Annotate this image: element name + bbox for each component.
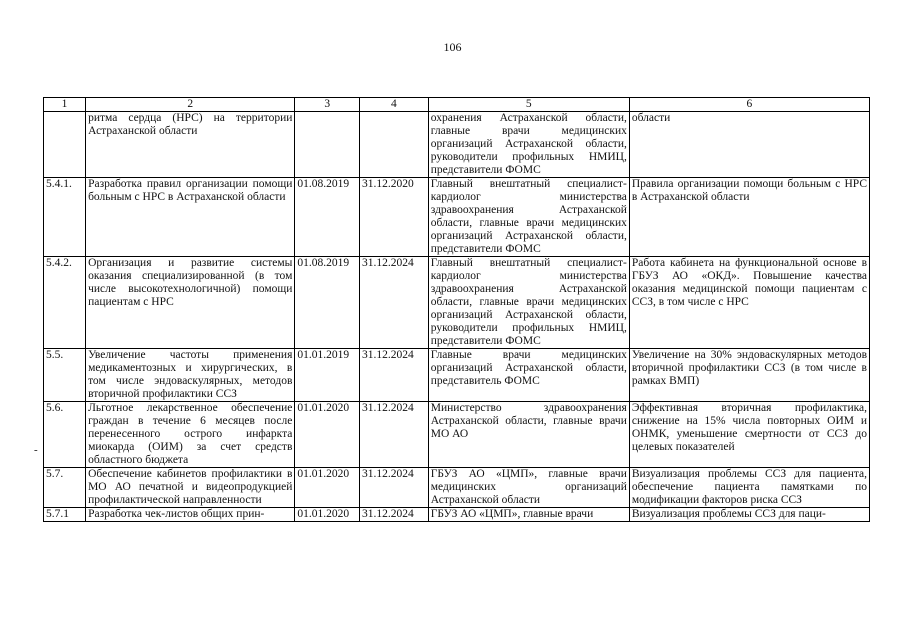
end-date: 31.12.2024 <box>360 257 429 349</box>
header-cell: 3 <box>295 98 360 112</box>
start-date: 01.01.2019 <box>295 349 360 402</box>
row-number: 5.7.1 <box>44 508 86 522</box>
measure-name: Организация и развитие системы оказания специализированной (в том числе высокотехнологичной) помощи пациентам с НРС <box>86 257 295 349</box>
measure-name: ритма сердца (НРС) на территории Астраханской области <box>86 112 295 178</box>
table-header-row <box>44 98 870 112</box>
end-date: 31.12.2024 <box>360 468 429 508</box>
measure-name: Льготное лекарственное обеспечение граждан в течение 6 месяцев после перенесенного острого инфаркта миокарда (ОИМ) за счет средств областного бюджета <box>86 402 295 468</box>
start-date: 01.01.2020 <box>295 468 360 508</box>
measure-name: Увеличение частоты применения медикаментозных и хирургических, в том числе эндоваскулярных, методов вторичной профилактики ССЗ <box>86 349 295 402</box>
end-date: 31.12.2024 <box>360 349 429 402</box>
table-row <box>44 112 870 178</box>
page-number: 106 <box>443 40 462 54</box>
table-row <box>44 178 870 257</box>
row-number: 5.6. <box>44 402 86 468</box>
result: Работа кабинета на функциональной основе в ГБУЗ АО «ОКД». Повышение качества оказания медицинской помощи пациентам с ССЗ, в том числе с НРС <box>629 257 869 349</box>
responsible: Министерство здравоохранения Астраханской области, главные врачи МО АО <box>428 402 629 468</box>
measure-name: Разработка чек-листов общих прин- <box>86 508 295 522</box>
row-number: 5.4.2. <box>44 257 86 349</box>
table-row <box>44 468 870 508</box>
row-number: 5.4.1. <box>44 178 86 257</box>
end-date: 31.12.2024 <box>360 508 429 522</box>
header-cell: 6 <box>629 98 869 112</box>
responsible: ГБУЗ АО «ЦМП», главные врачи <box>428 508 629 522</box>
plan-table <box>43 97 870 522</box>
start-date: 01.08.2019 <box>295 178 360 257</box>
responsible: охранения Астраханской области, главные врачи медицинских организаций Астраханской области, руководители профильных НМИЦ, представители ФОМС <box>428 112 629 178</box>
result: области <box>629 112 869 178</box>
result: Визуализация проблемы ССЗ для паци- <box>629 508 869 522</box>
end-date: 31.12.2020 <box>360 178 429 257</box>
measure-name: Обеспечение кабинетов профилактики в МО АО печатной и видеопродукцией профилактической направленности <box>86 468 295 508</box>
result: Увеличение на 30% эндоваскулярных методов вторичной профилактики ССЗ (в том числе в рамках ВМП) <box>629 349 869 402</box>
measure-name: Разработка правил организации помощи больным с НРС в Астраханской области <box>86 178 295 257</box>
start-date <box>295 112 360 178</box>
responsible: Главный внештатный специалист-кардиолог министерства здравоохранения Астраханской области, главные врачи медицинских организаций Астраханской области, руководители профильных НМИЦ, представители ФОМС <box>428 257 629 349</box>
result: Визуализация проблемы ССЗ для пациента, обеспечение пациента памятками по модификации факторов риска ССЗ <box>629 468 869 508</box>
header-cell: 1 <box>44 98 86 112</box>
row-number: 5.5. <box>44 349 86 402</box>
header-cell: 5 <box>428 98 629 112</box>
table-row <box>44 349 870 402</box>
start-date: 01.01.2020 <box>295 508 360 522</box>
margin-mark: - <box>34 444 38 456</box>
row-number: 5.7. <box>44 468 86 508</box>
row-number <box>44 112 86 178</box>
result: Правила организации помощи больным с НРС в Астраханской области <box>629 178 869 257</box>
start-date: 01.01.2020 <box>295 402 360 468</box>
start-date: 01.08.2019 <box>295 257 360 349</box>
table-row <box>44 402 870 468</box>
end-date <box>360 112 429 178</box>
header-cell: 2 <box>86 98 295 112</box>
responsible: Главный внештатный специалист-кардиолог министерства здравоохранения Астраханской области, главные врачи медицинских организаций Астраханской области, представители ФОМС <box>428 178 629 257</box>
responsible: ГБУЗ АО «ЦМП», главные врачи медицинских организаций Астраханской области <box>428 468 629 508</box>
end-date: 31.12.2024 <box>360 402 429 468</box>
table-row <box>44 508 870 522</box>
result: Эффективная вторичная профилактика, снижение на 15% числа повторных ОИМ и ОНМК, уменьшение смертности от ССЗ до целевых показателей <box>629 402 869 468</box>
responsible: Главные врачи медицинских организаций Астраханской области, представитель ФОМС <box>428 349 629 402</box>
table-row <box>44 257 870 349</box>
header-cell: 4 <box>360 98 429 112</box>
